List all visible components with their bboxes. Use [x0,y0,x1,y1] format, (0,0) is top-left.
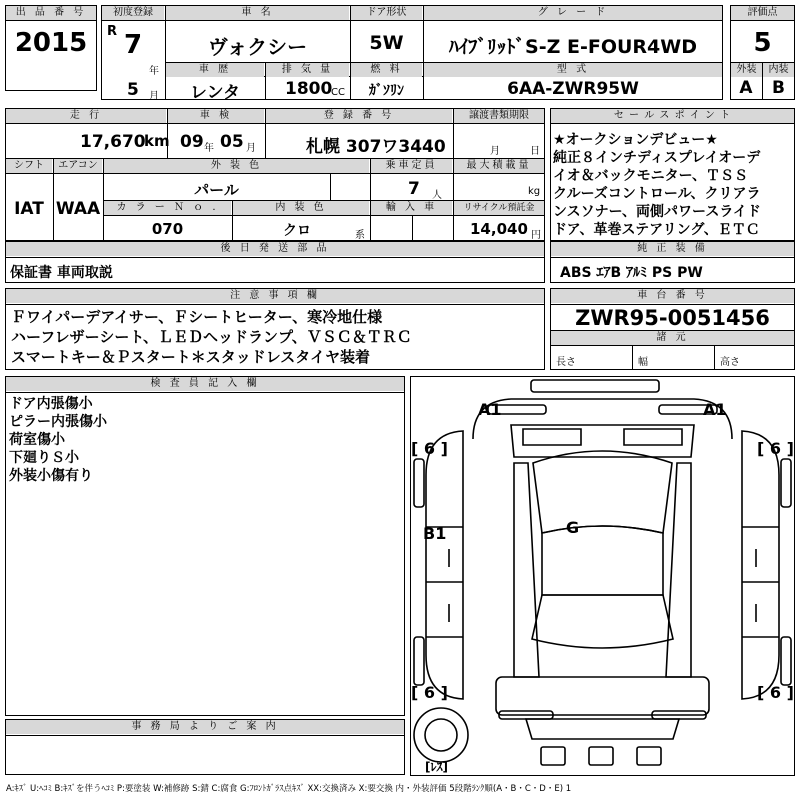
transfer-deadline-label: 譲渡書類期限 [454,109,544,123]
genuine-equip: ABS ｴｱB ｱﾙﾐ PS PW [560,265,703,281]
max-load-unit: kg [528,186,541,197]
inspector-notes [9,395,107,485]
recycle-amount: 14,040 [470,220,528,238]
reg-month: 5 [127,80,139,100]
reg-no-label: 登 録 番 号 [266,109,452,123]
sales-point: イオ＆バックモニター、ＴＳＳ [553,168,749,184]
note-line: Ｆワイパーデアイサー、Ｆシートヒーター、寒冷地仕様 [11,308,383,326]
dimensions-label: 諸 元 [551,331,794,345]
color-no: 070 [151,220,184,238]
exterior-grade: A [739,78,753,98]
inspector-note: ドア内張傷小 [9,396,93,412]
int-color: クロ [283,223,311,239]
inspection-label: 車 検 [168,109,264,123]
tire-front-left: [ 6 ] [411,439,448,458]
aircon-label: エアコン [54,159,102,173]
damage-roof: G [566,518,580,537]
sales-point: ドア、革巻ステアリング、ＥＴＣ [553,222,760,238]
color-no-label: カ ラ ー Ｎ ｏ . [104,201,231,215]
model-code-label: 型 式 [424,63,722,77]
office-label: 事 務 局 よ り ご 案 内 [6,720,404,734]
grade-label: グ レ ー ド [424,6,722,20]
inspector-note: ピラー内張傷小 [9,414,107,430]
car-name: ヴォクシー [207,35,308,59]
note-line: スマートキー＆Ｐスタート＊スタッドレスタイヤ装着 [11,348,370,366]
max-load-label: 最大積載量 [454,159,544,173]
ext-color: パール [194,181,239,199]
model-code: 6AA-ZWR95W [507,79,639,99]
capacity-unit: 人 [432,190,442,201]
chassis-number: ZWR95-0051456 [575,306,770,330]
first-reg-label: 初度登録 [102,6,164,20]
notes-list [11,307,412,367]
sales-points-label: セ ー ル ス ポ イ ン ト [551,109,794,123]
deadline-month-unit: 月 [490,146,500,157]
inspector-note: 荷室傷小 [9,432,65,448]
notes-label: 注 意 事 項 欄 [6,289,544,303]
mileage-label: 走 行 [6,109,166,123]
note-line: ハーフレザーシート、ＬＥＤヘッドランプ、ＶＳＣ＆ＴＲＣ [11,328,412,346]
inspector-label: 検 査 員 記 入 欄 [6,377,404,391]
yen-unit: 円 [531,230,541,241]
detail-table [5,108,545,241]
later-parts-label: 後 日 発 送 部 品 [6,242,544,256]
tire-front-right: [ 6 ] [757,439,794,458]
history-label: 車 歴 [166,63,264,77]
interior-label: 内装 [763,63,794,77]
score-label: 評価点 [731,6,794,20]
inspection-month-unit: 月 [246,143,256,154]
interior-grade: B [772,78,785,98]
genuine-equip-label: 純 正 装 備 [551,242,794,256]
exterior-label: 外装 [731,63,762,77]
sales-point: ★オークションデビュー★ [553,132,718,148]
inspector-note: 下廻りＳ小 [9,450,79,466]
year-unit: 年 [149,66,159,77]
month-unit: 月 [149,91,159,102]
lot-number: 2015 [14,28,88,58]
door-type: 5W [369,32,404,54]
shift-label: シフト [6,159,52,173]
width-label: 幅 [638,357,648,368]
inspection-year-unit: 年 [204,143,214,154]
history: レンタ [190,83,240,103]
later-parts: 保証書 車両取説 [10,265,113,281]
reg-year: 7 [124,30,143,60]
displacement: 1800 [285,79,333,99]
inspection-year: 09 [180,132,204,152]
capacity: 7 [408,179,420,199]
cc-unit: CC [331,87,345,98]
ext-color-label: 外 装 色 [104,159,369,173]
km-unit: km [144,132,170,150]
mileage: 17,670 [80,132,146,152]
inspector-note: 外装小傷有り [9,468,93,484]
length-label: 長さ [556,357,576,368]
reg-no: 札幌 307ワ3440 [306,137,446,157]
door-type-label: ドア形状 [351,6,422,20]
car-diagram [411,377,794,775]
tire-rear-right: [ 6 ] [757,683,794,702]
int-color-label: 内 装 色 [233,201,369,215]
tire-rear-left: [ 6 ] [411,683,448,702]
score: 5 [753,28,772,58]
grade: ﾊｲﾌﾞﾘｯﾄﾞS-Z E-FOUR4WD [449,36,697,58]
damage-left-side: B1 [423,524,447,543]
sales-points-list [553,131,793,239]
sales-point: クルーズコントロール、クリアラ [553,186,761,202]
damage-front-right: A1 [703,400,727,419]
deadline-day-unit: 日 [530,146,540,157]
chassis-label: 車 台 番 号 [551,289,794,303]
shift: IAT [14,199,44,219]
int-color-unit: 系 [355,230,365,241]
car-name-label: 車 名 [166,6,349,20]
displacement-label: 排 気 量 [266,63,349,77]
capacity-label: 乗車定員 [371,159,452,173]
damage-front-left: A1 [478,400,502,419]
era: R [107,24,118,39]
sales-point: ンスソナー、両側パワースライド [553,204,761,220]
spare-tire: [ﾚｽ] [425,760,448,774]
inspection-month: 05 [220,132,244,152]
import-label: 輸 入 車 [371,201,452,215]
fuel: ｶﾞｿﾘﾝ [369,83,404,99]
lot-label: 出 品 番 号 [6,6,96,20]
sales-point: 純正８インチディスプレイオーデ [553,150,761,166]
fuel-label: 燃 料 [351,63,422,77]
recycle-label: リサイクル預託金 [454,201,544,215]
height-label: 高さ [720,357,740,368]
legend: A:ｷｽﾞ U:ﾍｺﾐ B:ｷｽﾞを伴うﾍｺﾐ P:要塗装 W:補修跡 S:錆 C:腐食 G:ﾌﾛﾝﾄｶﾞﾗｽ点ｷｽﾞ XX:交換済み X:要交換 内・外装評価 5段階ﾗﾝｸ順(A・B・C・D・E) 1 [6,784,572,794]
aircon: WAA [55,199,101,219]
